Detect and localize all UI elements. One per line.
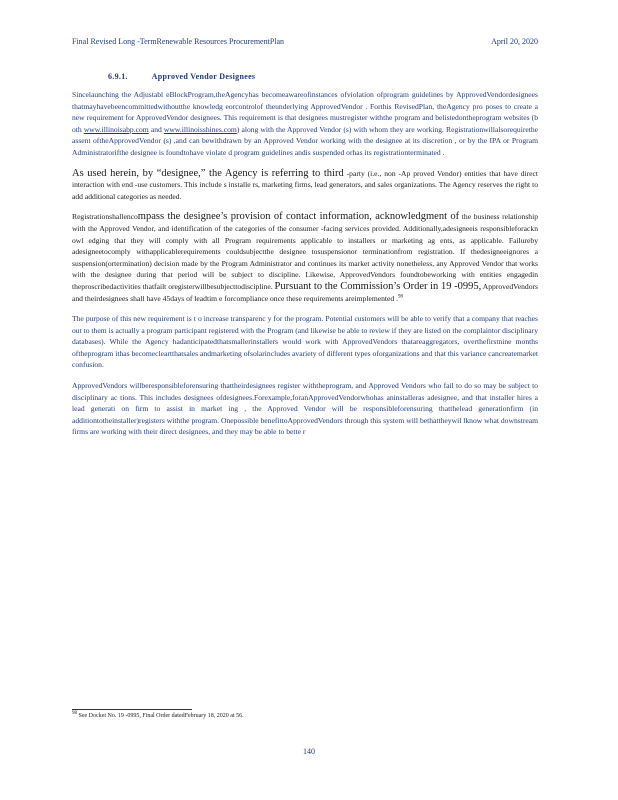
illinoisshines-link[interactable]: www.illinoisshines.com [163,124,237,134]
page-number: 140 [303,747,315,756]
paragraph-1-text-c: ) along with the Approved Vendor (s) with whom they are working. Registrationwillalsorequirethe assent oftheApprovedVendor (s) ,and can bewithdrawn by an Approved Vendor working with the designee at its discretion , or by the IPA or Program Administratorifthe designee is foundtohave violate d program guidelines andis suspended orhas its registrationterminated . [72,124,538,157]
footnote [72,713,244,719]
paragraph-5: ApprovedVendors willberesponsibleforensuring thattheirdesignees register withtheprogram, and Approved Vendors who fail to do so may be subject to disciplinary ac tions. This includes designees ofdesignees.Forexample,foranApprovedVendorwhohas aninstalleras adesignee, and that installer hires a lead generati on firm to assist in market ing , the Approved Vendor will be responsibleforensuring thatthelead generationfirm (in additiontotheinstaller)registers withthe program. Onepossible benefittoApprovedVendors through this system will bethattheywil lknow what downstream firms are working with their direct designees, and they may be able to bette r [72,381,538,437]
header-date: April 20, 2020 [491,37,538,46]
paragraph-2-rest: -party (i.e., non -Ap proved Vendor) entities that have direct interaction with end -use customers. This include s installe rs, marketing firms, lead generators, and sales organizations. The Agency reserves the right to add additional categories as needed. [72,168,538,201]
paragraph-2 [72,168,538,203]
paragraph-3-text-e: ApprovedVendors and theirdesignees shall have 45days of leadtim e forcompliance once these requirements areimplemented . [72,281,538,303]
running-header [72,37,538,46]
header-title: Final Revised Long -TermRenewable Resources ProcurementPlan [72,37,285,46]
paragraph-2-lead: As used herein, by “designee,” the Agency is referring to third [72,167,344,179]
paragraph-4: The purpose of this new requirement is t o increase transparenc y for the program. Potential customers will be able to verify that a company that reaches out to them is actually a program participant registered with the Program (and likewise be able to review if they are listed on the complaintor disciplinary databases). While the Agency hadanticipatedthatsmallerinstallers would work with ApprovedVendors thatareaggregators, overthefirstnine months oftheprogram ithas becomecleartthatsales andmarketing ofsolarincludes avariety of different types oforganizations and that this variance cancreatemarket confusion. [72,314,538,370]
paragraph-1-text-b: and [148,124,164,134]
paragraph-3-text-d: Pursuant to the Commission’s Order in 19 -0995, [274,280,482,292]
paragraph-3-text-b: mpass the designee’s provision of contact information, acknowledgment of [137,211,460,223]
paragraph-3-text-a: Registrationshallenco [72,212,138,222]
footnote-divider [72,709,192,710]
page-body [72,72,538,447]
paragraph-3-text-c: the business relationship with the Approved Vendor, and identification of the categories of the consumer -facing services provided. Additionally,adesigneeis responsibleforackn owl edging that they will comply with all Program requirements applicable to installers or marketing ag ents, as applicable. Failureby adesigneetocomply withapplicablerequirements couldsubjectthe designee tosuspensionor terminationfrom registration. If thedesigneeignores a suspension(ortermination) decision made by the Program Administrator and continues its market activity nonetheless, any Approved Vendor that works with the designee during that period will be subject to discipline. Likewise, ApprovedVendors foundtobeworking with entities engagedin theproscribedactivities thatfailt oregisterwillbesubjecttodiscipline. [72,212,538,291]
illinoisabp-link[interactable]: www.illinoisabp.com [83,124,149,134]
section-title: Approved Vendor Designees [151,72,256,81]
section-number: 6.9.1. [108,72,128,81]
section-heading [108,72,538,81]
footnote-reference[interactable]: 98 [398,293,403,299]
paragraph-1 [72,89,538,159]
paragraph-1-text-a: Sincelaunching the Adjustabl eBlockProgram,theAgencyhas becomeawareofinstances ofviolation ofprogram guidelines by ApprovedVendordesignees thatmayhavebeencommittedwithoutthe knowledg eorcontrolof theunderlying ApprovedVendor . Forthis RevisedPlan, theAgency pro poses to create a new requirement for ApprovedVendor designees. This requirement is that designees mustregister withthe program and belistedontheprogram websites (b oth [72,90,538,134]
footnote-number: 98 [72,711,77,716]
footnote-text: See Docket No. 19 -0995, Final Order datedFebruary 18, 2020 at 56. [77,713,244,719]
paragraph-3 [72,211,538,304]
